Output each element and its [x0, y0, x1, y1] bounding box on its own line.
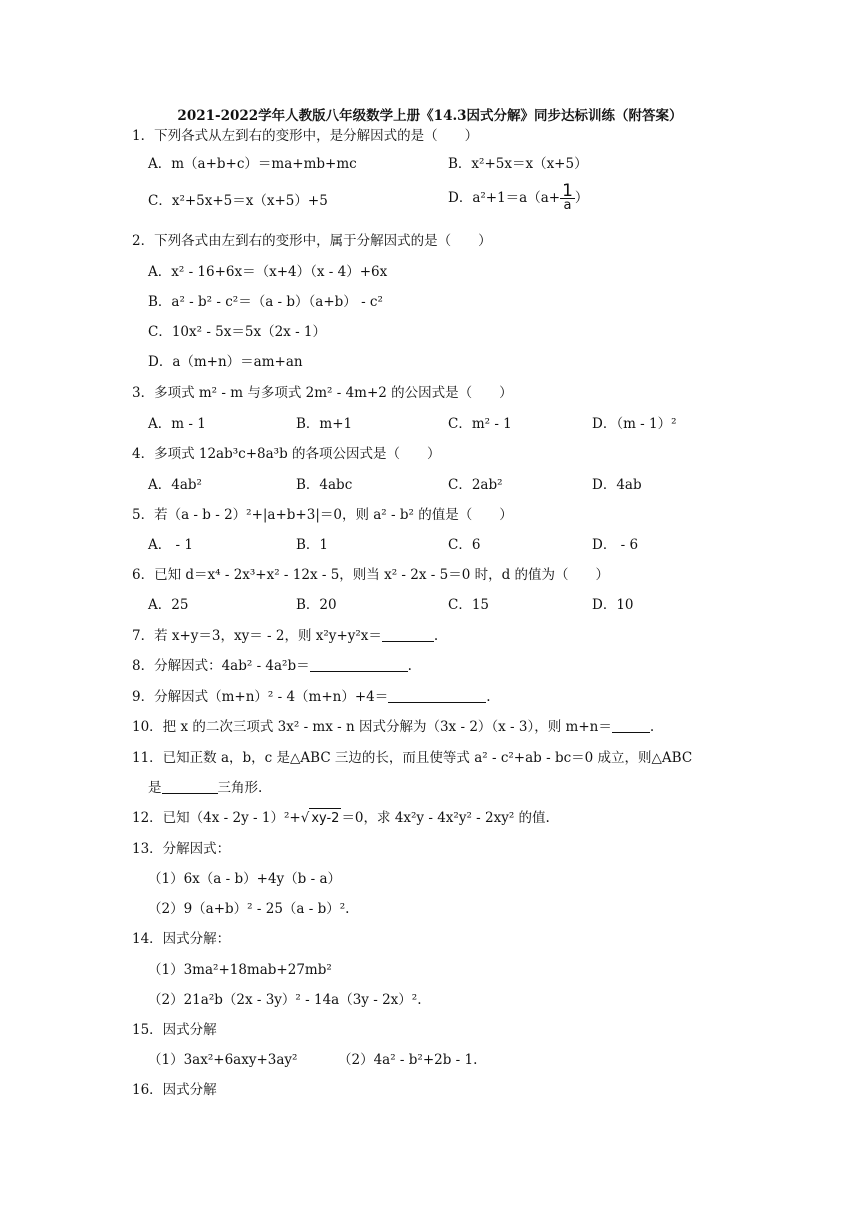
- question-7-end: .: [433, 628, 439, 644]
- question-9: [132, 687, 491, 707]
- question-7-text: 7．若 x+y＝3，xy＝ - 2，则 x²y+y²x＝: [132, 628, 382, 644]
- question-10: [132, 717, 654, 737]
- q1-option-a: A．m（a+b+c）＝ma+mb+mc: [148, 156, 357, 172]
- question-13-part-2: （2）9（a+b）² - 25（a - b）².: [148, 901, 350, 917]
- q2-option-d: D．a（m+n）＝am+an: [148, 354, 303, 370]
- question-6-stem: 6．已知 d＝x⁴ - 2x³+x² - 12x - 5，则当 x² - 2x - 5＝0 时，d 的值为（ ）: [132, 567, 610, 583]
- fraction-denominator: a: [563, 198, 572, 213]
- question-11-text: 是: [148, 780, 162, 796]
- q5-option-b: B．1: [296, 537, 329, 553]
- q4-option-b: B．4abc: [296, 477, 353, 493]
- q3-option-d: D．（m - 1）²: [592, 416, 677, 432]
- q3-option-a: A．m - 1: [148, 416, 206, 432]
- question-9-end: .: [486, 689, 491, 705]
- question-11-line-1: 11．已知正数 a，b，c 是△ABC 三边的长，而且使等式 a² - c²+ab - bc＝0 成立，则△ABC: [132, 750, 693, 766]
- q2-option-a: A．x² - 16+6x＝（x+4）（x - 4）+6x: [148, 264, 388, 280]
- question-15-stem: 15．因式分解: [132, 1022, 217, 1038]
- q5-option-d: D． - 6: [592, 537, 639, 553]
- q6-option-d: D．10: [592, 597, 634, 613]
- question-10-text: 10．把 x 的二次三项式 3x² - mx - n 因式分解为（3x - 2）（x - 3），则 m+n＝: [132, 719, 612, 735]
- q5-option-a: A． - 1: [148, 537, 193, 553]
- question-13-part-1: （1）6x（a - b）+4y（b - a）: [148, 871, 341, 887]
- question-1-stem: 1．下列各式从左到右的变形中，是分解因式的是（ ）: [132, 128, 479, 144]
- answer-blank[interactable]: [612, 718, 650, 733]
- q4-option-d: D．4ab: [592, 477, 642, 493]
- answer-blank[interactable]: [162, 779, 218, 794]
- q5-option-c: C．6: [448, 537, 481, 553]
- question-14-part-1: （1）3ma²+18mab+27mb²: [148, 962, 332, 978]
- question-11-line-2: [148, 778, 262, 798]
- question-3-stem: 3．多项式 m² - m 与多项式 2m² - 4m+2 的公因式是（ ）: [132, 385, 513, 401]
- q6-option-c: C．15: [448, 597, 490, 613]
- question-8-end: .: [407, 658, 412, 674]
- q4-option-a: A．4ab²: [148, 477, 202, 493]
- document-title: 2021-2022学年人教版八年级数学上册《14.3因式分解》同步达标训练（附答案）: [177, 108, 683, 124]
- question-12-end: ＝0，求 4x²y - 4x²y² - 2xy² 的值.: [341, 810, 550, 826]
- question-9-text: 9．分解因式（m+n）² - 4（m+n）+4＝: [132, 689, 389, 705]
- question-10-end: .: [649, 719, 655, 735]
- question-11-end: 三角形.: [217, 780, 263, 796]
- question-15-part-2: （2）4a² - b²+2b - 1.: [338, 1052, 478, 1068]
- question-7: [132, 626, 438, 646]
- answer-blank[interactable]: [382, 627, 434, 642]
- q3-option-b: B．m+1: [296, 416, 353, 432]
- question-15-part-1: （1）3ax²+6axy+3ay²: [148, 1052, 298, 1068]
- question-12: [132, 808, 550, 829]
- q1-option-d-prefix: D．a²+1＝a（a+: [448, 190, 561, 206]
- q6-option-a: A．25: [148, 597, 189, 613]
- fraction-numerator: 1: [562, 181, 573, 201]
- question-13-stem: 13．分解因式：: [132, 841, 231, 857]
- question-2-stem: 2．下列各式由左到右的变形中，属于分解因式的是（ ）: [132, 233, 492, 249]
- q1-option-c: C．x²+5x+5＝x（x+5）+5: [148, 193, 328, 209]
- sqrt-radicand: xy-2: [309, 808, 341, 829]
- fraction: [560, 181, 575, 213]
- question-16-stem: 16．因式分解: [132, 1082, 217, 1098]
- q2-option-c: C．10x² - 5x＝5x（2x - 1）: [148, 324, 327, 340]
- question-4-stem: 4．多项式 12ab³c+8a³b 的各项公因式是（ ）: [132, 446, 441, 462]
- question-8: [132, 656, 412, 676]
- question-8-text: 8．分解因式：4ab² - 4a²b＝: [132, 658, 310, 674]
- q2-option-b: B．a² - b² - c²＝（a - b）（a+b） - c²: [148, 294, 383, 310]
- answer-blank[interactable]: [310, 657, 408, 672]
- q4-option-c: C．2ab²: [448, 477, 503, 493]
- q3-option-c: C．m² - 1: [448, 416, 512, 432]
- question-14-part-2: （2）21a²b（2x - 3y）² - 14a（3y - 2x）².: [148, 992, 422, 1008]
- q1-option-d: [448, 181, 589, 213]
- question-12-text: 12．已知（4x - 2y - 1）²+: [132, 810, 301, 826]
- answer-blank[interactable]: [388, 688, 486, 703]
- question-5-stem: 5．若（a - b - 2）²+|a+b+3|＝0，则 a² - b² 的值是（ ）: [132, 507, 513, 523]
- q6-option-b: B．20: [296, 597, 337, 613]
- q1-option-d-suffix: ）: [574, 190, 589, 206]
- sqrt-sign: √: [300, 810, 310, 826]
- question-14-stem: 14．因式分解：: [132, 931, 231, 947]
- q1-option-b: B．x²+5x＝x（x+5）: [448, 156, 588, 172]
